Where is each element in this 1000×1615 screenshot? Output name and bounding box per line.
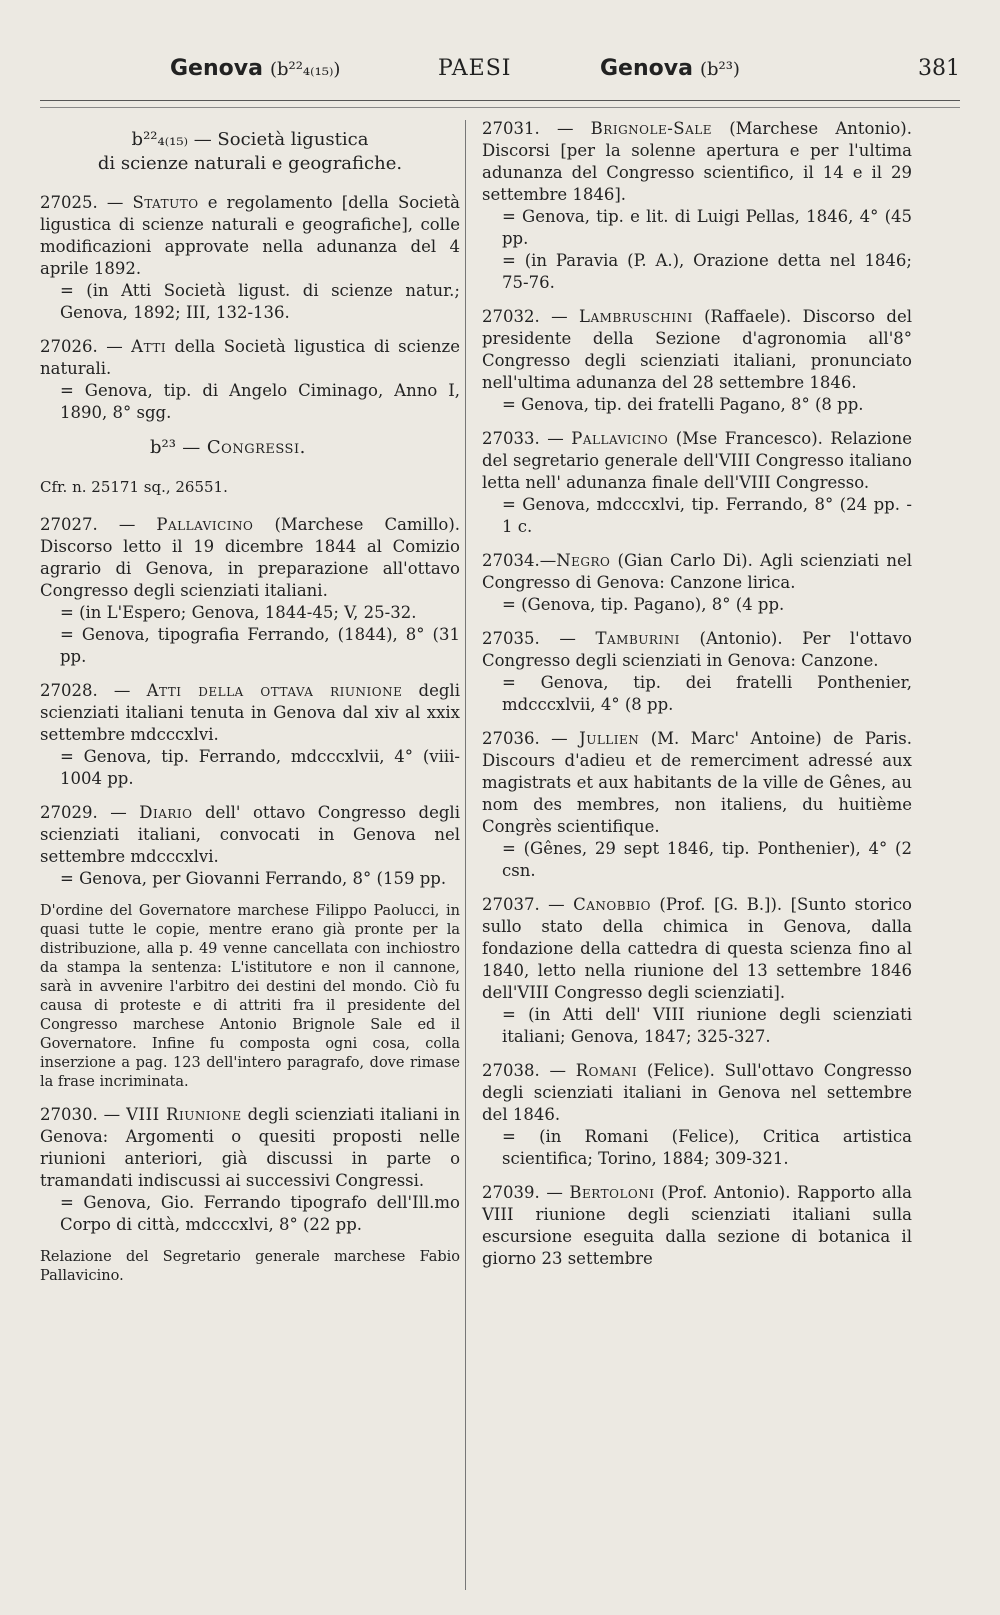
entry-ref: = (in Atti dell' VIII riunione degli scienziati italiani; Genova, 1847; 325-327. <box>502 1005 912 1046</box>
entry-body <box>40 192 460 280</box>
entry-27036 <box>482 728 912 882</box>
entry-ref: = Genova, per Giovanni Ferrando, 8° (159 pp. <box>60 869 447 888</box>
entry-ref: = Genova, tip. dei fratelli Ponthenier, mdcccxlvii, 4° (8 pp. <box>502 673 912 714</box>
entry-number: 27039. — <box>482 1183 570 1202</box>
entry-note: D'ordine del Governatore marchese Filippo Paolucci, in quasi tutte le copie, mentre erano già pronte per la distribuzione, alla p. 49 venne cancellata con inchiostro da stampa la sentenza: L'istitutore e non il cannone, sarà in avvenire l'arbitro dei destini del mondo. Ciò fu causa di proteste e di attriti fra il presidente del Congresso marchese Antonio Brignole Sale ed il Governatore. Infine fu composta ogni cosa, colla inserzione a pag. 123 dell'intero paragrafo, dove rimase la frase incriminata. <box>40 903 460 1090</box>
entry-number: 27038. — <box>482 1061 576 1080</box>
header-right-code: (b²³) <box>699 59 740 80</box>
entry-body <box>482 894 912 1004</box>
entry-number: 27036. — <box>482 729 580 748</box>
entry-name: Tamburini <box>595 629 680 648</box>
entry-text: e regolamento [della Società ligustica di scienze naturali e geografiche], colle modificazioni approvate nella adunanza del 4 aprile 1892. <box>40 193 460 278</box>
entry-body <box>40 680 460 746</box>
entry-text: dell' ottavo Congresso degli scienziati italiani, convocati in Genova nel settembre mdcccxlvi. <box>40 803 460 866</box>
entry-ref: = Genova, tip. di Angelo Ciminago, Anno I, 1890, 8° sgg. <box>60 381 460 422</box>
right-column <box>482 118 912 1282</box>
entry-text: (Prof. Antonio). Rapporto alla VIII riunione degli scienziati italiani sulla escursione eseguita dalla sezione di botanica il giorno 23 settembre <box>482 1183 912 1268</box>
entry-number: 27029. — <box>40 803 140 822</box>
entry-27039 <box>482 1182 912 1270</box>
entry-number: 27026. — <box>40 337 132 356</box>
entry-27038 <box>482 1060 912 1170</box>
entry-body <box>482 628 912 672</box>
cross-reference: Cfr. n. 25171 sq., 26551. <box>40 478 228 496</box>
entry-name: Brignole-Sale <box>590 119 712 138</box>
section-heading-congressi <box>40 436 460 460</box>
entry-body <box>40 514 460 602</box>
entry-27028 <box>40 680 460 790</box>
entry-name: Jullien <box>579 729 640 748</box>
entry-text: degli scienziati italiani tenuta in Genova dal xiv al xxix settembre mdcccxlvi. <box>40 681 460 744</box>
entry-body <box>40 336 460 380</box>
entry-text: (Raffaele). Discorso del presidente della Sezione d'agronomia all'8° Congresso degli scienziati italiani, pronunciato nell'ultima adunanza del 28 settembre 1846. <box>482 307 912 392</box>
entry-text: (Gian Carlo Di). Agli scienziati nel Congresso di Genova: Canzone lirica. <box>482 551 912 592</box>
entry-body <box>482 118 912 206</box>
entry-note: Relazione del Segretario generale marchese Fabio Pallavicino. <box>40 1249 460 1284</box>
header-right-title: Genova <box>600 56 693 81</box>
entry-ref: = Genova, mdcccxlvi, tip. Ferrando, 8° (24 pp. - 1 c. <box>502 495 912 536</box>
entry-name: Atti <box>131 337 167 356</box>
entry-27031 <box>482 118 912 294</box>
entry-text: (Mse Francesco). Relazione del segretario generale dell'VIII Congresso italiano letta nell' adunanza finale dell'VIII Congresso. <box>482 429 912 492</box>
entry-number: 27025. — <box>40 193 133 212</box>
entry-number: 27031. — <box>482 119 591 138</box>
left-column <box>40 118 460 1298</box>
entry-text: degli scienziati italiani in Genova: Argomenti o quesiti proposti nelle riunioni anteriori, già discussi in parte o tramandati indiscussi ai successivi Congressi. <box>40 1105 460 1190</box>
entry-number: 27035. — <box>482 629 596 648</box>
running-header <box>40 56 960 96</box>
entry-text: (Prof. [G. B.]). [Sunto storico sullo stato della chimica in Genova, dalla fondazione della cattedra di questa scienza fino al 1840, letto nella riunione del 13 settembre 1846 dell'VIII Congresso degli scienziati]. <box>482 895 912 1002</box>
entry-number: 27027. — <box>40 515 157 534</box>
entry-name: Statuto <box>132 193 199 212</box>
entry-ref: = Genova, tip. e lit. di Luigi Pellas, 1846, 4° (45 pp. <box>502 207 912 248</box>
entry-number: 27034.— <box>482 551 557 570</box>
header-rule-thin <box>40 107 960 108</box>
entry-27030 <box>40 1104 460 1236</box>
entry-name: VIII Riunione <box>126 1105 242 1124</box>
entry-27029 <box>40 802 460 890</box>
section-heading-line2: di scienze naturali e geografiche. <box>97 153 403 174</box>
entry-name: Lambruschini <box>578 307 693 326</box>
entry-ref: = (in Romani (Felice), Critica artistica scientifica; Torino, 1884; 309-321. <box>502 1127 912 1168</box>
section-heading-line1: b²²₄₍₁₅₎ — Società ligustica <box>131 129 369 150</box>
entry-body <box>482 550 912 594</box>
entry-ref: = (in L'Espero; Genova, 1844-45; V, 25-32. <box>60 603 417 622</box>
entry-name: Negro <box>556 551 611 570</box>
entry-name: Pallavicino <box>156 515 254 534</box>
entry-ref: = Genova, tip. Ferrando, mdcccxlvii, 4° (viii-1004 pp. <box>60 747 460 788</box>
entry-name: Pallavicino <box>571 429 669 448</box>
entry-27026 <box>40 336 460 424</box>
entry-27032 <box>482 306 912 416</box>
entry-27025 <box>40 192 460 324</box>
entry-body <box>482 306 912 394</box>
entry-number: 27028. — <box>40 681 147 700</box>
entry-ref: = Genova, Gio. Ferrando tipografo dell'Ill.mo Corpo di città, mdcccxlvi, 8° (22 pp. <box>60 1193 460 1234</box>
entry-body <box>40 802 460 868</box>
entry-name: Bertoloni <box>569 1183 655 1202</box>
entry-ref: = (in Paravia (P. A.), Orazione detta nel 1846; 75-76. <box>502 251 912 292</box>
entry-name: Atti della ottava riunione <box>146 681 403 700</box>
entry-body <box>40 1104 460 1192</box>
header-right <box>600 56 740 81</box>
header-left-code: (b²²₄₍₁₅₎) <box>269 59 341 80</box>
entry-ref: = (Genova, tip. Pagano), 8° (4 pp. <box>502 595 785 614</box>
header-left <box>170 56 340 81</box>
entry-27027 <box>40 514 460 668</box>
column-divider <box>465 120 466 1590</box>
entry-27033 <box>482 428 912 538</box>
entry-text: (Marchese Camillo). Discorso letto il 19 dicembre 1844 al Comizio agrario di Genova, in preparazione all'ottavo Congresso degli scienziati italiani. <box>40 515 460 600</box>
header-rule <box>40 100 960 101</box>
header-center: PAESI <box>438 56 512 81</box>
entry-text: (M. Marc' Antoine) de Paris. Discours d'adieu et de remerciment adressé aux magistrats et aux habitants de la ville de Gênes, au nom des membres, non italiens, du huitième Congrès scientifique. <box>482 729 912 836</box>
entry-text: (Felice). Sull'ottavo Congresso degli scienziati italiani in Genova nel settembre del 1846. <box>482 1061 912 1124</box>
entry-number: 27033. — <box>482 429 572 448</box>
entry-name: Diario <box>139 803 193 822</box>
entry-number: 27032. — <box>482 307 579 326</box>
entry-body <box>482 1060 912 1126</box>
entry-body <box>482 1182 912 1270</box>
entry-number: 27030. — <box>40 1105 127 1124</box>
entry-27034 <box>482 550 912 616</box>
entry-text: della Società ligustica di scienze naturali. <box>40 337 460 378</box>
entry-27037 <box>482 894 912 1048</box>
entry-text: (Antonio). Per l'ottavo Congresso degli scienziati in Genova: Canzone. <box>482 629 912 670</box>
entry-number: 27037. — <box>482 895 574 914</box>
header-left-title: Genova <box>170 56 263 81</box>
section-code: b²³ <box>150 437 176 458</box>
entry-body <box>482 728 912 838</box>
entry-ref: = Genova, tip. dei fratelli Pagano, 8° (8 pp. <box>502 395 864 414</box>
entry-body <box>482 428 912 494</box>
entry-ref: = (in Atti Società ligust. di scienze natur.; Genova, 1892; III, 132-136. <box>60 281 460 322</box>
entry-ref: = Genova, tipografia Ferrando, (1844), 8° (31 pp. <box>60 625 460 666</box>
page-number: 381 <box>918 56 960 81</box>
entry-27035 <box>482 628 912 716</box>
section-heading-societa <box>40 128 460 176</box>
entry-name: Canobbio <box>573 895 651 914</box>
entry-text: (Marchese Antonio). Discorsi [per la solenne apertura e per l'ultima adunanza del Congresso scientifico, il 14 e il 29 settembre 1846]. <box>482 119 912 204</box>
entry-ref: = (Gênes, 29 sept 1846, tip. Ponthenier), 4° (2 csn. <box>502 839 912 880</box>
entry-name: Romani <box>575 1061 638 1080</box>
section-title: — Congressi. <box>175 437 306 458</box>
